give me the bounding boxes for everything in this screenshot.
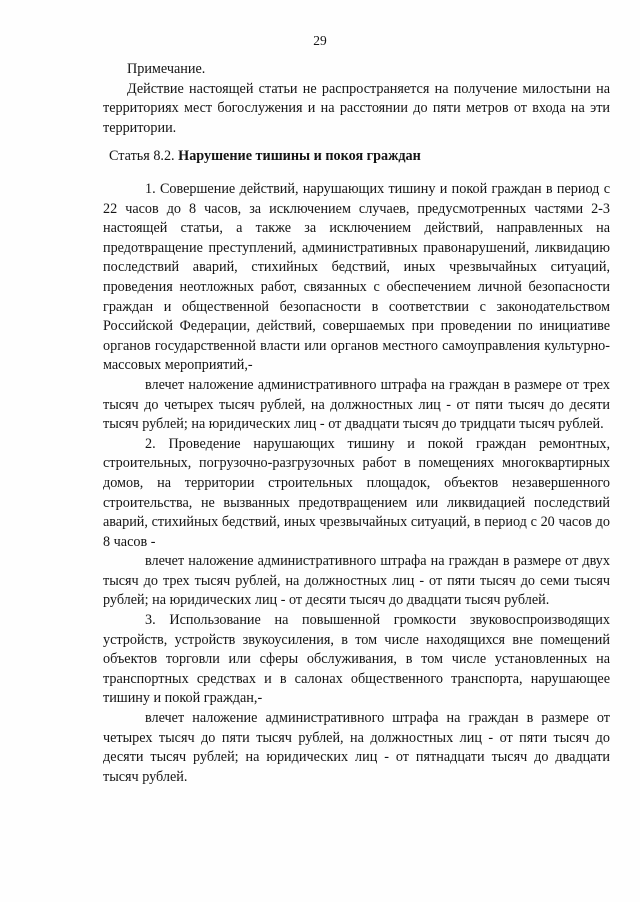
paragraph-part-3: 3. Использование на повышенной громкости звуковоспроизводящих устройств, устройств звукоусиления, в том числе находящихся вне помещений объектов торговли или сферы обслуживания, в том числе установленных на транспортных средствах и в салонах общественного транспорта, нарушающее тишину и покой граждан,- xyxy=(103,612,610,707)
note-text: Действие настоящей статьи не распространяется на получение милостыни на территориях мест богослужения и на расстоянии до пяти метров от входа на эти территории. xyxy=(103,80,610,136)
page-number: 29 xyxy=(313,33,327,48)
article-heading xyxy=(103,147,610,167)
article-body xyxy=(103,180,610,787)
article-title: Нарушение тишины и покоя граждан xyxy=(178,148,421,164)
penalty-part-2: влечет наложение административного штрафа на граждан в размере от двух тысяч до трех тысяч рублей, на должностных лиц - от пяти тысяч до семи тысяч рублей; на юридических лиц - от десяти тысяч до двадцати тысяч рублей. xyxy=(103,553,610,609)
note-label: Примечание. xyxy=(127,61,206,77)
paragraph-part-1: 1. Совершение действий, нарушающих тишину и покой граждан в период с 22 часов до 8 часов, за исключением случаев, предусмотренных частями 2-3 настоящей статьи, а также за исключением действий, направленных на предотвращение преступлений, административных правонарушений, ликвидацию последствий аварий, стихийных бедствий, иных чрезвычайных ситуаций, проведения неотложных работ, связанных с обеспечением личной безопасности граждан и общественной безопасности в соответствии с законодательством Российской Федерации, действий, совершаемых при проведении по инициативе органов государственной власти или органов местного самоуправления культурно-массовых мероприятий,- xyxy=(103,181,610,374)
penalty-part-1: влечет наложение административного штрафа на граждан в размере от трех тысяч до четырех тысяч рублей, на должностных лиц - от пяти тысяч до десяти тысяч рублей; на юридических лиц - от двадцати тысяч до тридцати тысяч рублей. xyxy=(103,376,610,433)
note-section xyxy=(103,60,610,138)
article-number: Статья 8.2. xyxy=(109,148,179,164)
paragraph-part-2: 2. Проведение нарушающих тишину и покой граждан ремонтных, строительных, погрузочно-разгрузочных работ в помещениях многоквартирных домов, на территории строительных площадок, объектов незавершенного строительства, не вызванных предотвращением или ликвидацией последствий аварий, стихийных бедствий, иных чрезвычайных ситуаций, в период с 20 часов до 8 часов - xyxy=(103,435,610,550)
penalty-part-3: влечет наложение административного штрафа на граждан в размере от четырех тысяч до пяти тысяч рублей, на должностных лиц - от пяти тысяч до десяти тысяч рублей; на юридических лиц - от пятнадцати тысяч до двадцати тысяч рублей. xyxy=(103,710,610,785)
